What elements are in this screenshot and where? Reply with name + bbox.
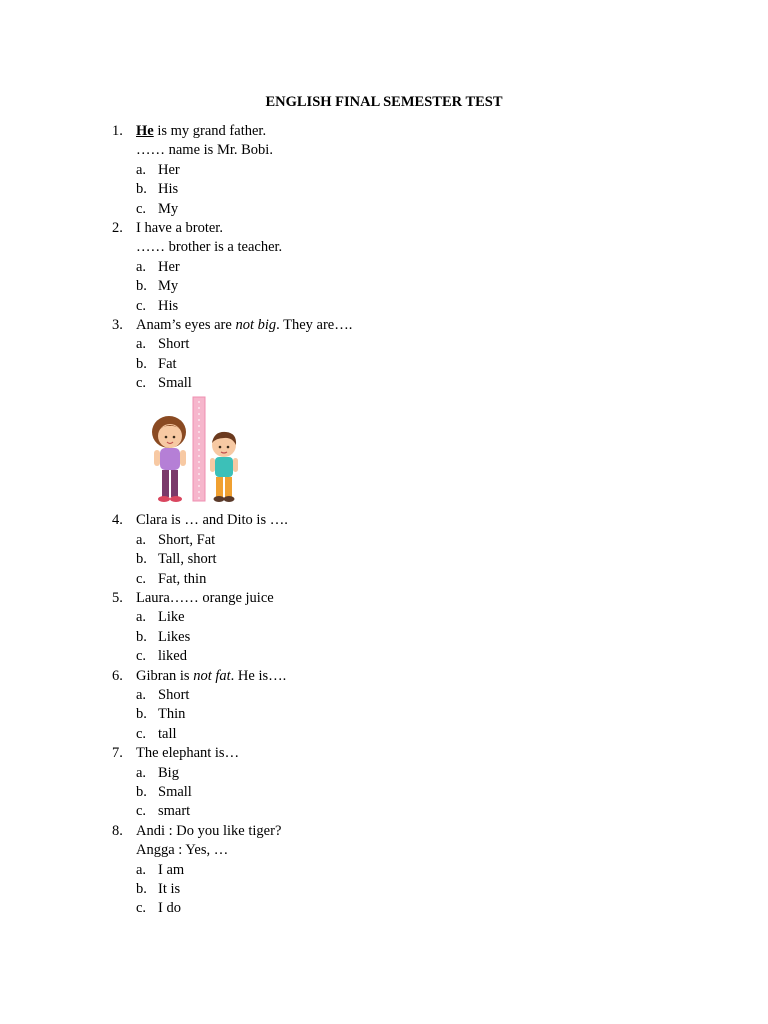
option-letter: c. [136, 297, 147, 314]
option-line [0, 608, 768, 627]
option-text: Thin [158, 706, 186, 723]
question-continuation-line [0, 141, 768, 160]
option-letter: a. [136, 861, 147, 878]
option-line [0, 899, 768, 918]
question-line [0, 511, 768, 530]
option-line [0, 783, 768, 802]
option-letter: a. [136, 336, 147, 353]
question-number: 5. [112, 590, 123, 607]
option-line [0, 531, 768, 550]
question-text [136, 589, 274, 608]
question-line [0, 589, 768, 608]
option-text: Small [158, 375, 192, 392]
question-text [136, 238, 282, 257]
question-line [0, 219, 768, 238]
option-line [0, 277, 768, 296]
option-letter: c. [136, 725, 147, 742]
option-line [0, 647, 768, 666]
text-segment: . He is…. [230, 667, 287, 684]
option-line [0, 570, 768, 589]
option-line [0, 628, 768, 647]
option-line [0, 355, 768, 374]
text-segment: Andi : Do you like tiger? [136, 822, 282, 839]
option-text: Likes [158, 628, 191, 645]
illustration-children-height [0, 393, 768, 511]
boy-figure [210, 432, 238, 502]
option-text: Short [158, 686, 190, 703]
option-letter: a. [136, 161, 147, 178]
option-letter: c. [136, 900, 147, 917]
question-continuation-line [0, 841, 768, 860]
question-line [0, 122, 768, 141]
option-letter: c. [136, 570, 147, 587]
question-number: 2. [112, 219, 123, 236]
italic-phrase: not big [235, 316, 277, 333]
question-number: 6. [112, 667, 123, 684]
option-letter: b. [136, 181, 147, 198]
option-text: Fat, thin [158, 570, 207, 587]
option-letter: b. [136, 278, 147, 295]
text-segment: Laura…… orange juice [136, 590, 274, 607]
option-line [0, 764, 768, 783]
question-line [0, 316, 768, 335]
page-title: ENGLISH FINAL SEMESTER TEST [265, 94, 503, 110]
option-letter: b. [136, 628, 147, 645]
option-line [0, 705, 768, 724]
option-text: His [158, 181, 179, 198]
question-list [0, 122, 768, 919]
option-text: It is [158, 880, 181, 897]
option-text: Like [158, 609, 185, 626]
option-line [0, 374, 768, 393]
option-line [0, 180, 768, 199]
option-text: Fat [158, 355, 177, 372]
text-segment: I have a broter. [136, 219, 223, 236]
emphasized-word: He [136, 123, 154, 139]
text-segment: The elephant is… [136, 745, 240, 762]
text-segment: Anam’s eyes are [136, 316, 236, 333]
italic-phrase: not fat [193, 667, 231, 684]
option-text: Her [158, 161, 180, 178]
option-line [0, 861, 768, 880]
option-letter: b. [136, 783, 147, 800]
question-number: 3. [112, 316, 123, 333]
option-letter: b. [136, 706, 147, 723]
question-continuation-line [0, 238, 768, 257]
option-letter: c. [136, 375, 147, 392]
option-text: Short [158, 336, 190, 353]
question-text [136, 511, 288, 530]
option-text: Her [158, 258, 180, 275]
text-segment: Gibran is [136, 667, 194, 684]
question-line [0, 744, 768, 763]
option-line [0, 297, 768, 316]
option-letter: a. [136, 686, 147, 703]
text-segment: . They are…. [276, 316, 353, 333]
option-letter: b. [136, 355, 147, 372]
question-text [136, 822, 281, 841]
option-letter: b. [136, 551, 147, 568]
question-line [0, 667, 768, 686]
option-line [0, 200, 768, 219]
question-text [136, 219, 223, 238]
option-line [0, 161, 768, 180]
question-text [136, 141, 273, 160]
option-text: I do [158, 900, 181, 917]
option-text: smart [158, 803, 191, 820]
children-height-chart-illustration [136, 395, 246, 505]
question-text [136, 841, 228, 860]
text-segment: Clara is … and Dito is …. [136, 512, 288, 529]
option-letter: c. [136, 648, 147, 665]
option-text: My [158, 200, 179, 217]
text-segment: Angga : Yes, … [136, 842, 229, 859]
question-text [136, 122, 266, 141]
option-text: Short, Fat [158, 531, 216, 548]
option-text: liked [158, 648, 187, 665]
option-line [0, 335, 768, 354]
option-line [0, 550, 768, 569]
option-text: Big [158, 764, 179, 781]
option-text: His [158, 297, 179, 314]
option-letter: a. [136, 764, 147, 781]
question-text [136, 667, 286, 686]
option-text: Tall, short [158, 551, 217, 568]
text-segment: …… brother is a teacher. [136, 239, 283, 256]
question-text [136, 744, 239, 763]
option-line [0, 686, 768, 705]
option-letter: c. [136, 200, 147, 217]
girl-figure [152, 416, 186, 502]
question-number: 7. [112, 745, 123, 762]
text-segment: is my grand father. [153, 123, 267, 139]
option-letter: a. [136, 609, 147, 626]
question-number: 1. [112, 123, 123, 139]
question-line [0, 822, 768, 841]
option-letter: c. [136, 803, 147, 820]
option-line [0, 802, 768, 821]
option-letter: b. [136, 880, 147, 897]
option-line [0, 880, 768, 899]
option-text: Small [158, 783, 192, 800]
text-segment: …… name is Mr. Bobi. [136, 142, 273, 159]
question-text [136, 316, 352, 335]
option-text: tall [158, 725, 177, 742]
option-text: I am [158, 861, 185, 878]
option-text: My [158, 278, 179, 295]
option-line [0, 725, 768, 744]
option-letter: a. [136, 531, 147, 548]
option-line [0, 258, 768, 277]
question-number: 4. [112, 512, 123, 529]
question-number: 8. [112, 822, 123, 839]
option-letter: a. [136, 258, 147, 275]
